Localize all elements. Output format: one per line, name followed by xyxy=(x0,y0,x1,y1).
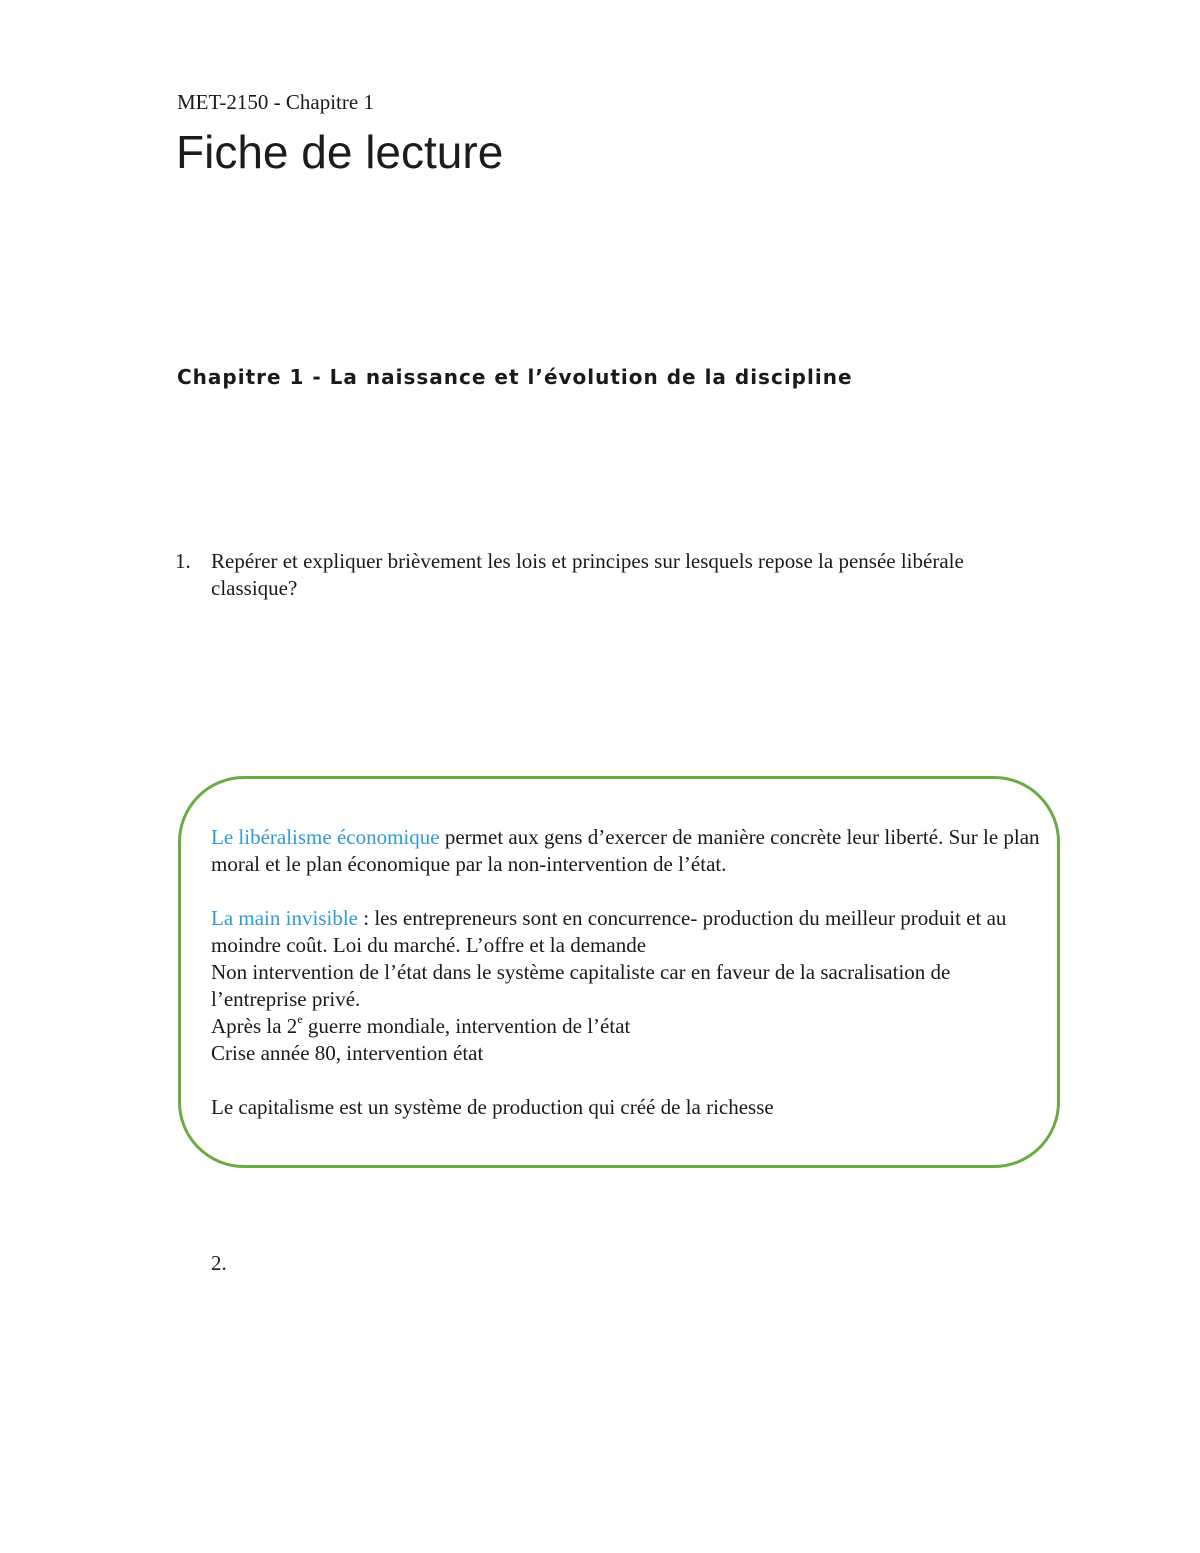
chapter-heading: Chapitre 1 - La naissance et l’évolution de la discipline xyxy=(177,365,853,389)
apres-guerre-prefix: Après la 2 xyxy=(211,1014,298,1038)
course-code: MET-2150 - Chapitre 1 xyxy=(177,90,374,114)
apres-guerre-suffix: guerre mondiale, intervention de l’état xyxy=(302,1014,631,1038)
main-invisible-text: : les entrepreneurs sont en concurrence- production du meilleur produit et au moindre coût. Loi du marché. L’offre et la demande xyxy=(211,906,1007,957)
question-1 xyxy=(175,548,1051,602)
question-1-text: Repérer et expliquer brièvement les lois et principes sur lesquels repose la pensée libérale classique? xyxy=(211,549,964,600)
answer-line-apres-guerre xyxy=(211,1013,1041,1040)
answer-text xyxy=(211,824,1041,1121)
paragraph-gap xyxy=(211,1067,1041,1094)
term-liberalisme: Le libéralisme économique xyxy=(211,825,440,849)
answer-line-capitalisme: Le capitalisme est un système de production qui créé de la richesse xyxy=(211,1095,774,1119)
question-1-number: 1. xyxy=(175,549,191,573)
liberalisme-text: permet aux gens d’exercer de manière concrète leur liberté. Sur le plan moral et le plan économique par la non-intervention de l’état. xyxy=(211,825,1040,876)
ordinal-superscript: e xyxy=(297,1012,303,1026)
paragraph-gap xyxy=(211,878,1041,905)
answer-paragraph-liberalisme xyxy=(211,824,1041,878)
answer-line-crise: Crise année 80, intervention état xyxy=(211,1041,484,1065)
answer-paragraph-main-invisible xyxy=(211,905,1041,959)
question-2-number: 2. xyxy=(211,1251,227,1275)
answer-line-non-intervention: Non intervention de l’état dans le système capitaliste car en faveur de la sacralisation de l’entreprise privé. xyxy=(211,960,951,1011)
document-title: Fiche de lecture xyxy=(176,126,504,178)
term-main-invisible: La main invisible xyxy=(211,906,358,930)
